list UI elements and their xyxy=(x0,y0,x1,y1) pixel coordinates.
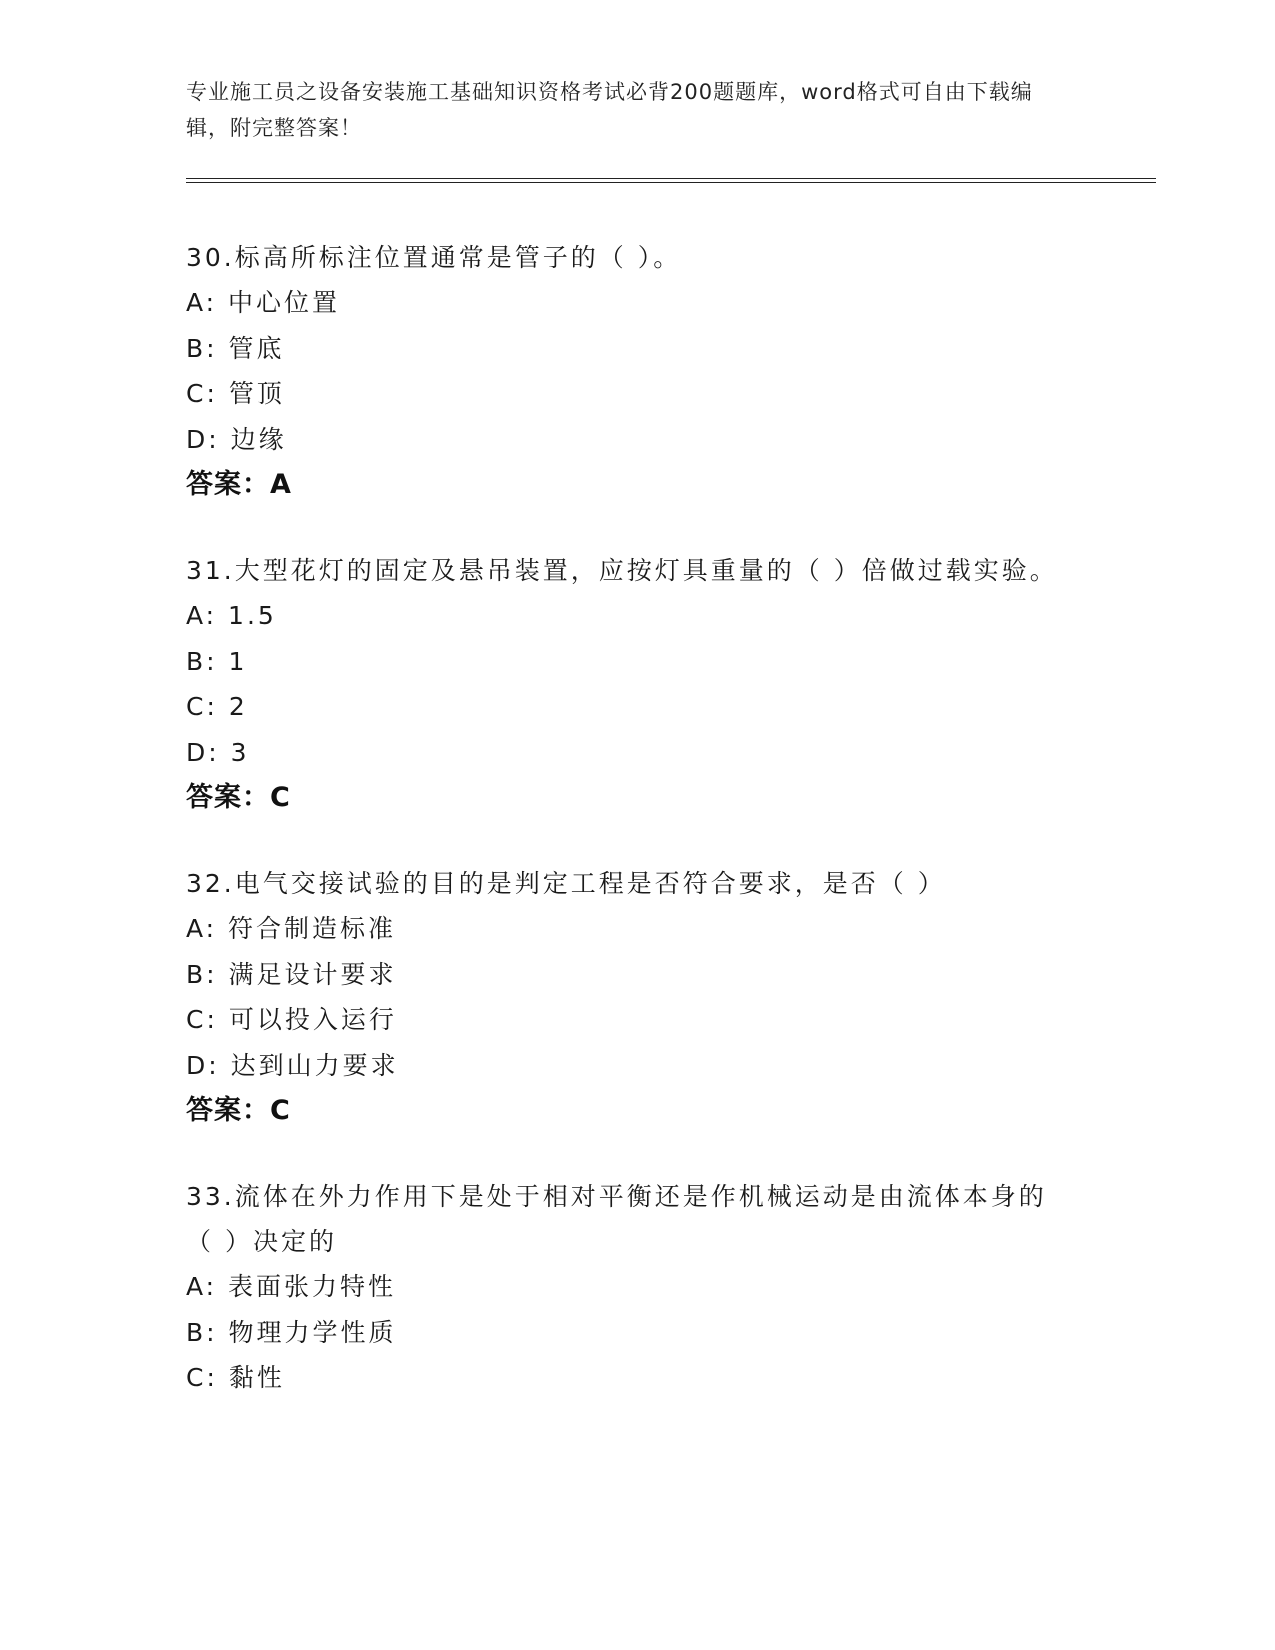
option-a: A: 表面张力特性 xyxy=(186,1272,397,1301)
option-c: C: 2 xyxy=(186,692,248,721)
question-33 xyxy=(186,1174,1146,1401)
question-31 xyxy=(186,548,1146,821)
header-divider xyxy=(186,178,1156,183)
option-b: B: 1 xyxy=(186,646,248,676)
option-b: B: 满足设计要求 xyxy=(186,959,397,989)
answer-label: 答案：C xyxy=(186,1095,291,1126)
question-text: 30.标高所标注位置通常是管子的（ ）。 xyxy=(186,243,682,272)
question-text: 31.大型花灯的固定及悬吊装置，应按灯具重量的（ ）倍做过载实验。 xyxy=(186,556,1058,585)
option-b: B: 管底 xyxy=(186,333,285,363)
question-text: 32.电气交接试验的目的是判定工程是否符合要求，是否（ ） xyxy=(186,869,946,898)
document-header: 专业施工员之设备安装施工基础知识资格考试必背200题题库，word格式可自由下载编辑，附完整答案！ xyxy=(186,80,1033,140)
option-c: C: 可以投入运行 xyxy=(186,1005,397,1034)
option-a: A: 符合制造标准 xyxy=(186,914,397,943)
option-c: C: 黏性 xyxy=(186,1363,285,1392)
question-30 xyxy=(186,235,1146,508)
option-d: D: 3 xyxy=(186,737,250,767)
answer-label: 答案：A xyxy=(186,469,292,500)
option-d: D: 达到山力要求 xyxy=(186,1050,399,1080)
option-b: B: 物理力学性质 xyxy=(186,1317,397,1347)
answer-label: 答案：C xyxy=(186,782,291,813)
question-text: 33.流体在外力作用下是处于相对平衡还是作机械运动是由流体本身的（ ）决定的 xyxy=(186,1182,1047,1256)
option-a: A: 中心位置 xyxy=(186,288,341,317)
option-c: C: 管顶 xyxy=(186,379,285,408)
question-list xyxy=(186,235,1146,1441)
option-a: A: 1.5 xyxy=(186,601,277,630)
question-32 xyxy=(186,861,1146,1134)
option-d: D: 边缘 xyxy=(186,424,287,454)
